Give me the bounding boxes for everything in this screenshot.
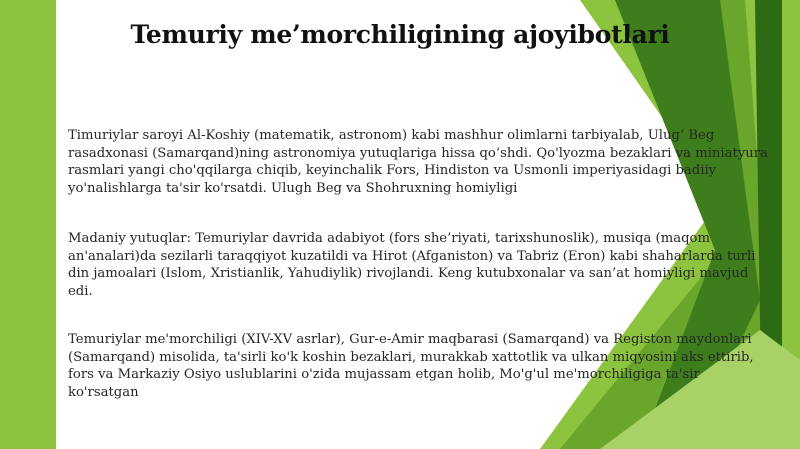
paragraph-culture: Madaniy yutuqlar: Temuriylar davrida adabiyot (fors she’riyati, tarixshunoslik), musiqa (maqom an'analari)da sezilarli taraqqiyot kuzatildi va Hirot (Afganiston) va Tabriz (Eron) kabi shaharlarda turli din jamoalari (Islom, Xristianlik, Yahudiylik) rivojlandi. Keng kutubxonalar va san’at homiyligi mavjud edi. [68,231,756,299]
slide-title: Temuriy me’morchiligining ajoyibotlari [130,20,670,49]
paragraph-science: Timuriylar saroyi Al-Koshiy (matematik, astronom) kabi mashhur olimlarni tarbiyalab, Ulug‘ Beg rasadxonasi (Samarqand)ning astronomiya yutuqlariga hissa qo‘shdi. Qo'lyozma bezaklari va miniatyura rasmlari yangi cho'qqilarga chiqib, keyinchalik Fors, Hindiston va Usmonli imperiyasidagi badiiy yo'nalishlarga ta'sir ko'rsatdi. Ulugh Beg va Shohruxning homiyligi [68,128,768,196]
paragraph-architecture: Temuriylar me'morchiligi (XIV-XV asrlar), Gur-e-Amir maqbarasi (Samarqand) va Registon maydonlari (Samarqand) misolida, ta'sirli ko'k koshin bezaklari, murakkab xattotlik va ulkan miqyosini aks ettirib, fors va Markaziy Osiyo uslublarini o'zida mujassam etgan holib, Mo'g'ul me'morchiligiga ta'sir ko'rsatgan [68,332,754,400]
left-green-shape [0,0,56,449]
